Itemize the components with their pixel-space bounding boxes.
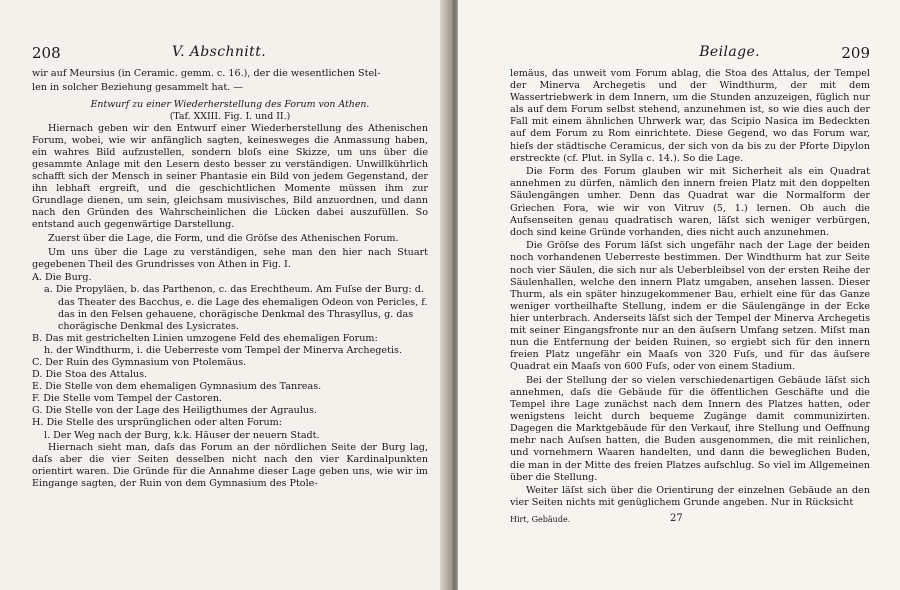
legend-item: a. Die Propyläen, b. das Parthenon, c. das Erechtheum. Am Fuſse der Burg: d. das Theater des Bacchus, e. die Lage des ehemaligen Odeon von Pericles, f. das in den Felsen gehauene, chorägische Denkmal des Thrasyllus, g. das chorägische Denkmal des Lysicrates. (44, 284, 428, 332)
legend-item: H. Die Stelle des ursprünglichen oder alten Forum: (32, 417, 283, 429)
paragraph: Die Form des Forum glauben wir mit Sicherheit als ein Quadrat annehmen zu dürfen, nämlich den innern freien Platz mit den doppelten Säulengängen umher. Denn das Quadrat war die Normalform der Griechen Fora, wie wir von Vitruv (5, 1.) lernen. Ob auch die Aufsenseiten genau quadratisch waren, läſst sich weniger verbürgen, doch sind keine Gründe vorhanden, dies nicht auch anzunehmen. (510, 166, 870, 238)
signature-mark: 27 (670, 513, 683, 525)
paragraph: Die Gröſse des Forum läſst sich ungefähr nach der Lage der beiden noch vorhandenen Ueberreste bestimmen. Der Windthurm hat zur Seite noch vier Säulen, die sich nur als Ueberbleibsel von der ersten Reihe der Säulenhallen, welche den innern Platz umgaben, ansehen lassen. Dieser Thurm, als ein später hinzugekommener Bau, erhielt eine für das Ganze weniger vortheilhafte Stellung, indem er die Säulengänge in der Ecke hier unterbrach. Anderseits läſst sich der Tempel der Minerva Archegetis mit seiner Eingangsfronte nur an den äuſsern Umfang setzen. Miſst man nun die Entfernung der beiden Ruinen, so ergiebt sich für den innern freien Platz ungefähr ein Maaſs von 320 Fuſs, und für das äuſsere Quadrat ein Maaſs von 600 Fuſs, oder von einem Stadium. (510, 240, 870, 373)
right-page-body (510, 68, 870, 509)
left-page (0, 0, 448, 590)
paragraph: Hiernach sieht man, daſs das Forum an der nördlichen Seite der Burg lag, daſs aber die vier Seiten desselben nicht nach den vier Kardinalpunkten orientirt waren. Die Gründe für die Annahme dieser Lage geben uns, wie wir im Eingange sagten, der Ruin von dem Gymnasium des Ptole- (32, 441, 428, 489)
legend-item: l. Der Weg nach der Burg, k.k. Häuser der neuern Stadt. (44, 429, 320, 441)
paragraph: lemäus, das unweit vom Forum ablag, die Stoa des Attalus, der Tempel der Minerva Archegetis und der Windthurm, der mit dem Wassertriebwerk in dem Innern, um die Stunden anzuzeigen, füglich nur als auf dem Forum selbst stehend, anzunehmen ist, so wie dies auch der Fall mit einem ähnlichen Uhrwerk war, das Scipio Nasica im Bedeckten auf dem Forum zu Rom einrichtete. Diese Gegend, wo das Forum war, hieſs der städtische Ceramicus, der sich von da bis zu der Pforte Dipylon erstreckte (cf. Plut. in Sylla c. 14.). So die Lage. (510, 68, 870, 164)
figure-legend (32, 272, 428, 441)
footer-book-title: Hirt, Gebäude. (510, 515, 571, 525)
page-footer (510, 515, 870, 529)
left-page-body (32, 68, 428, 490)
right-page-header (510, 44, 870, 66)
section-plate-reference: (Taf. XXIII. Fig. I. und II.) (169, 110, 291, 122)
left-page-header (32, 44, 428, 66)
legend-item: C. Der Ruin des Gymnasium von Ptolemäus. (32, 356, 247, 368)
text-line: wir auf Meursius (in Ceramic. gemm. c. 16.), der die wesentlichen Stel- (32, 68, 381, 79)
legend-item: h. der Windthurm, i. die Ueberreste vom Tempel der Minerva Archegetis. (44, 344, 402, 356)
legend-item: E. Die Stelle von dem ehemaligen Gymnasium des Tanreas. (32, 381, 322, 393)
paragraph: Hiernach geben wir den Entwurf einer Wiederherstellung des Athenischen Forum, wobei, wie wir anfänglich sagten, keinesweges die Anmassung haben, ein wahres Bild aufzustellen, sondern bloſs eine Skizze, um uns über die gesammte Anlage mit den Lesern desto besser zu verständigen. Unwillkührlich schafft sich der Mensch in seiner Phantasie ein Bild von jedem Gegenstand, der ihn lebhaft ergreift, und die geschichtlichen Momente müssen ihm zur Grundlage dienen, um sein, gleichsam musivisches, Bild anzuordnen, und dann nach den Gründen des Wahrscheinlichen die Lücken dabei auszufüllen. So entstand auch gegenwärtige Darstellung. (32, 122, 428, 231)
legend-item: A. Die Burg. (32, 272, 92, 284)
legend-item: G. Die Stelle von der Lage des Heiligthumes der Agraulus. (32, 405, 318, 417)
section-heading (32, 99, 428, 123)
text-line: len in solcher Beziehung gesammelt hat. — (32, 81, 243, 93)
legend-item: B. Das mit gestrichelten Linien umzogene Feld des ehemaligen Forum: (32, 332, 378, 344)
legend-item: F. Die Stelle vom Tempel der Castoren. (32, 393, 222, 405)
legend-item: D. Die Stoa des Attalus. (32, 369, 148, 381)
right-page (458, 0, 900, 590)
running-head: Beilage. (699, 44, 760, 60)
page-number: 209 (841, 44, 870, 62)
paragraph: Um uns über die Lage zu verständigen, sehe man den hier nach Stuart gegebenen Theil des Grundrisses von Athen in Fig. I. (32, 246, 428, 270)
running-head: V. Abschnitt. (172, 44, 267, 60)
paragraph: Weiter läſst sich über die Orientirung der einzelnen Gebäude an den vier Seiten nichts mit genüglichem Grunde angeben. Nur in Rücksicht (510, 485, 870, 509)
paragraph: Bei der Stellung der so vielen verschiedenartigen Gebäude läſst sich annehmen, daſs die Gebäude für die öffentlichen Geschäfte und die Tempel ihre Lage zunächst nach dem Innern des Platzes hatten, oder wenigstens leicht durch bequeme Zugänge damit communizirten. Dagegen die Marktgebäude für den Verkauf, ihre Stellung und Oeffnung mehr nach Auſsen hatten, die Buden ausgenommen, die mit reinlichen, und vornehmern Waaren handelten, und dann die beweglichen Buden, die man in der Mitte des freien Platzes aufschlug. So viel im Allgemeinen über die Stellung. (510, 374, 870, 483)
paragraph: Zuerst über die Lage, die Form, und die Gröſse des Athenischen Forum. (48, 233, 399, 245)
page-number: 208 (32, 44, 61, 62)
section-title: Entwurf zu einer Wiederherstellung des Forum von Athen. (90, 98, 370, 110)
